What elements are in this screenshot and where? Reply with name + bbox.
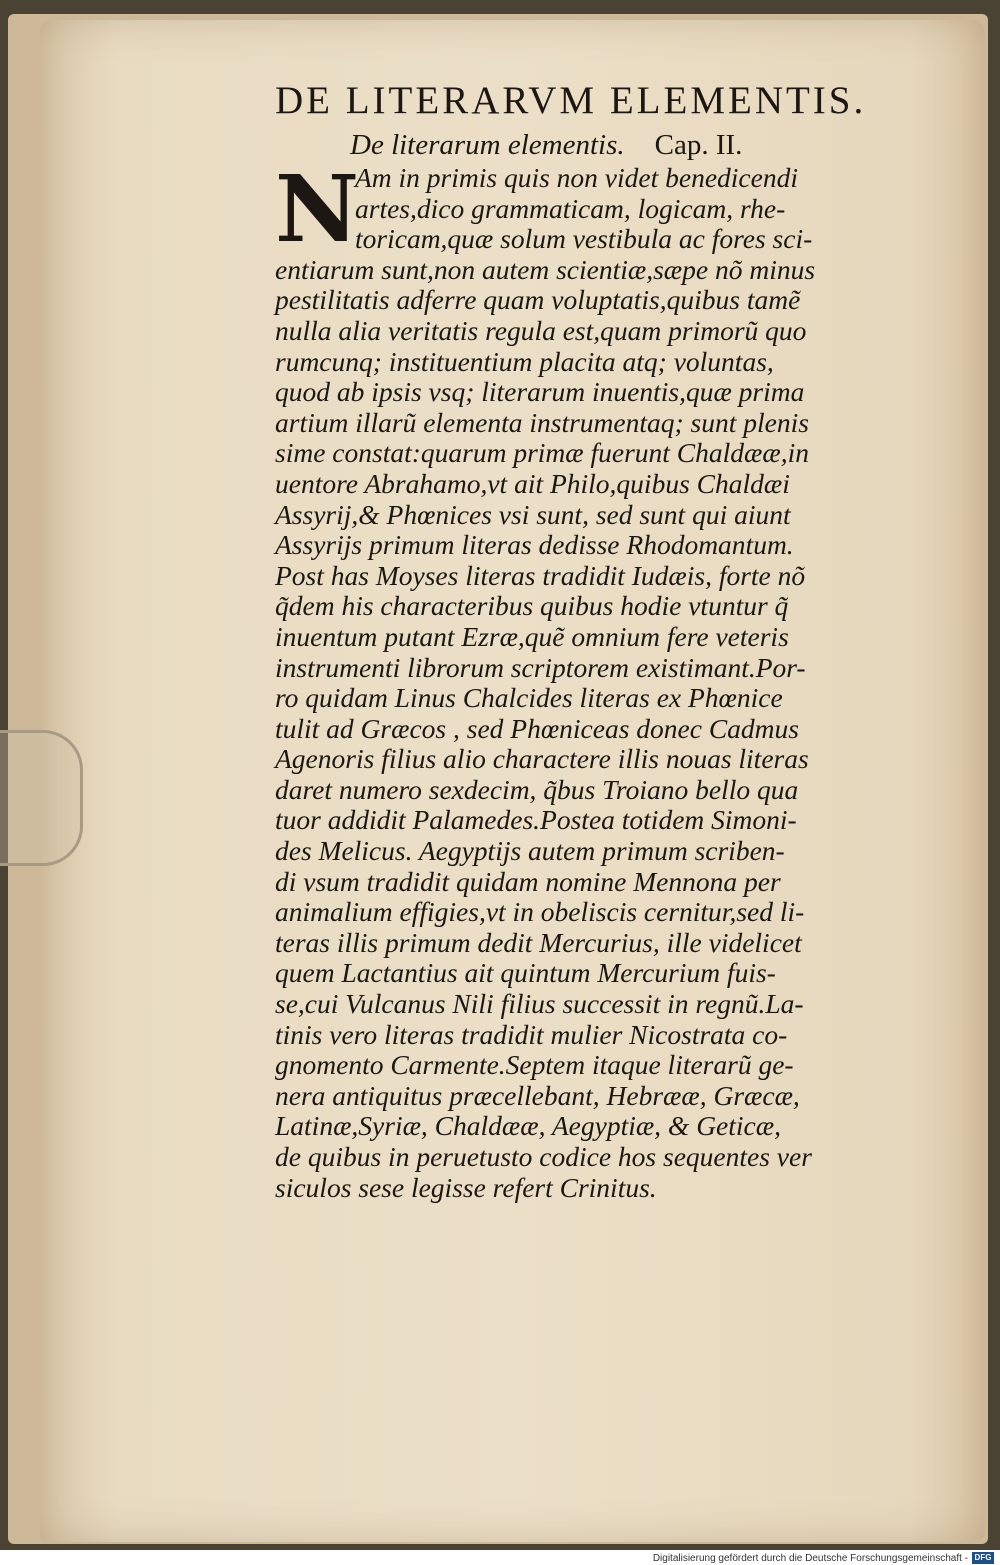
text-line: animalium effigies,vt in obeliscis cernitur,sed li-	[275, 896, 805, 928]
text-line: Assyrijs primum literas dedisse Rhodomantum.	[275, 529, 794, 561]
text-line: toricam,quæ solum vestibula ac fores sci-	[355, 223, 813, 255]
text-line: quod ab ipsis vsq; literarum inuentis,quæ prima	[275, 376, 805, 408]
text-line: instrumenti librorum scriptorem existimant.Por-	[275, 651, 806, 683]
chapter-number: Cap. II.	[654, 129, 743, 161]
running-head: DE LITERARVM ELEMENTIS.	[275, 79, 867, 122]
text-line: Post has Moyses literas tradidit Iudæis, forte nõ	[275, 559, 806, 591]
text-line: tulit ad Græcos , sed Phœniceas donec Cadmus	[275, 712, 799, 744]
text-line: teras illis primum dedit Mercurius, ille videlicet	[275, 926, 802, 958]
text-line: se,cui Vulcanus Nili filius successit in regnũ.La-	[275, 988, 804, 1020]
text-line: nera antiquitus præcellebant, Hebrææ, Græcæ,	[275, 1079, 800, 1111]
text-line: daret numero sexdecim, q̃bus Troiano bello qua	[275, 773, 799, 805]
text-line: uentore Abrahamo,vt ait Philo,quibus Chaldæi	[275, 467, 790, 499]
text-line: rumcunq; instituentium placita atq; voluntas,	[275, 345, 774, 377]
text-line: Agenoris filius alio charactere illis nouas literas	[275, 743, 809, 775]
text-line: Am in primis quis non videt benedicendi	[355, 162, 798, 193]
text-line: artes,dico grammaticam, logicam, rhe-	[355, 192, 786, 224]
text-line: sime constat:quarum primæ fuerunt Chaldææ,in	[275, 437, 809, 469]
text-line: q̃dem his characteribus quibus hodie vtuntur q̃	[275, 590, 789, 622]
chapter-heading	[350, 127, 925, 163]
text-line: pestilitatis adferre quam voluptatis,quibus tamẽ	[275, 284, 801, 316]
text-line: tuor addidit Palamedes.Postea totidem Simoni-	[275, 804, 797, 836]
text-line: artium illarũ elementa instrumentaq; sunt plenis	[275, 406, 809, 438]
text-line: nulla alia veritatis regula est,quam primorũ quo	[275, 314, 807, 346]
text-line: inuentum putant Ezræ,quẽ omnium fere veteris	[275, 620, 789, 652]
text-line: quem Lactantius ait quintum Mercurium fuis-	[275, 957, 776, 989]
footer-bar	[0, 1550, 1000, 1565]
text-line: ro quidam Linus Chalcides literas ex Phœnice	[275, 682, 783, 714]
dfg-logo: DFG	[972, 1552, 994, 1564]
text-line: tinis vero literas tradidit mulier Nicostrata co-	[275, 1018, 788, 1050]
text-line: entiarum sunt,non autem scientiæ,sæpe nõ minus	[275, 253, 816, 285]
footer-credit: Digitalisierung gefördert durch die Deutsche Forschungsgemeinschaft -	[652, 1553, 968, 1564]
text-line: siculos sese legisse refert Crinitus.	[275, 1171, 657, 1203]
text-line: di vsum tradidit quidam nomine Mennona per	[275, 865, 781, 897]
text-line: des Melicus. Aegyptijs autem primum scriben-	[275, 835, 785, 867]
drop-cap: N	[275, 155, 360, 263]
body-paragraph	[275, 155, 925, 1203]
chapter-title: De literarum elementis.	[350, 129, 625, 161]
text-line: gnomento Carmente.Septem itaque literarũ ge-	[275, 1049, 794, 1081]
page-text	[275, 78, 925, 1203]
text-line: Assyrij,& Phœnices vsi sunt, sed sunt qui aiunt	[275, 498, 791, 530]
text-line: de quibus in peruetusto codice hos sequentes ver	[275, 1141, 812, 1172]
clasp-mark	[0, 730, 83, 866]
text-line: Latinæ,Syriæ, Chaldææ, Aegyptiæ, & Geticæ,	[275, 1110, 781, 1142]
